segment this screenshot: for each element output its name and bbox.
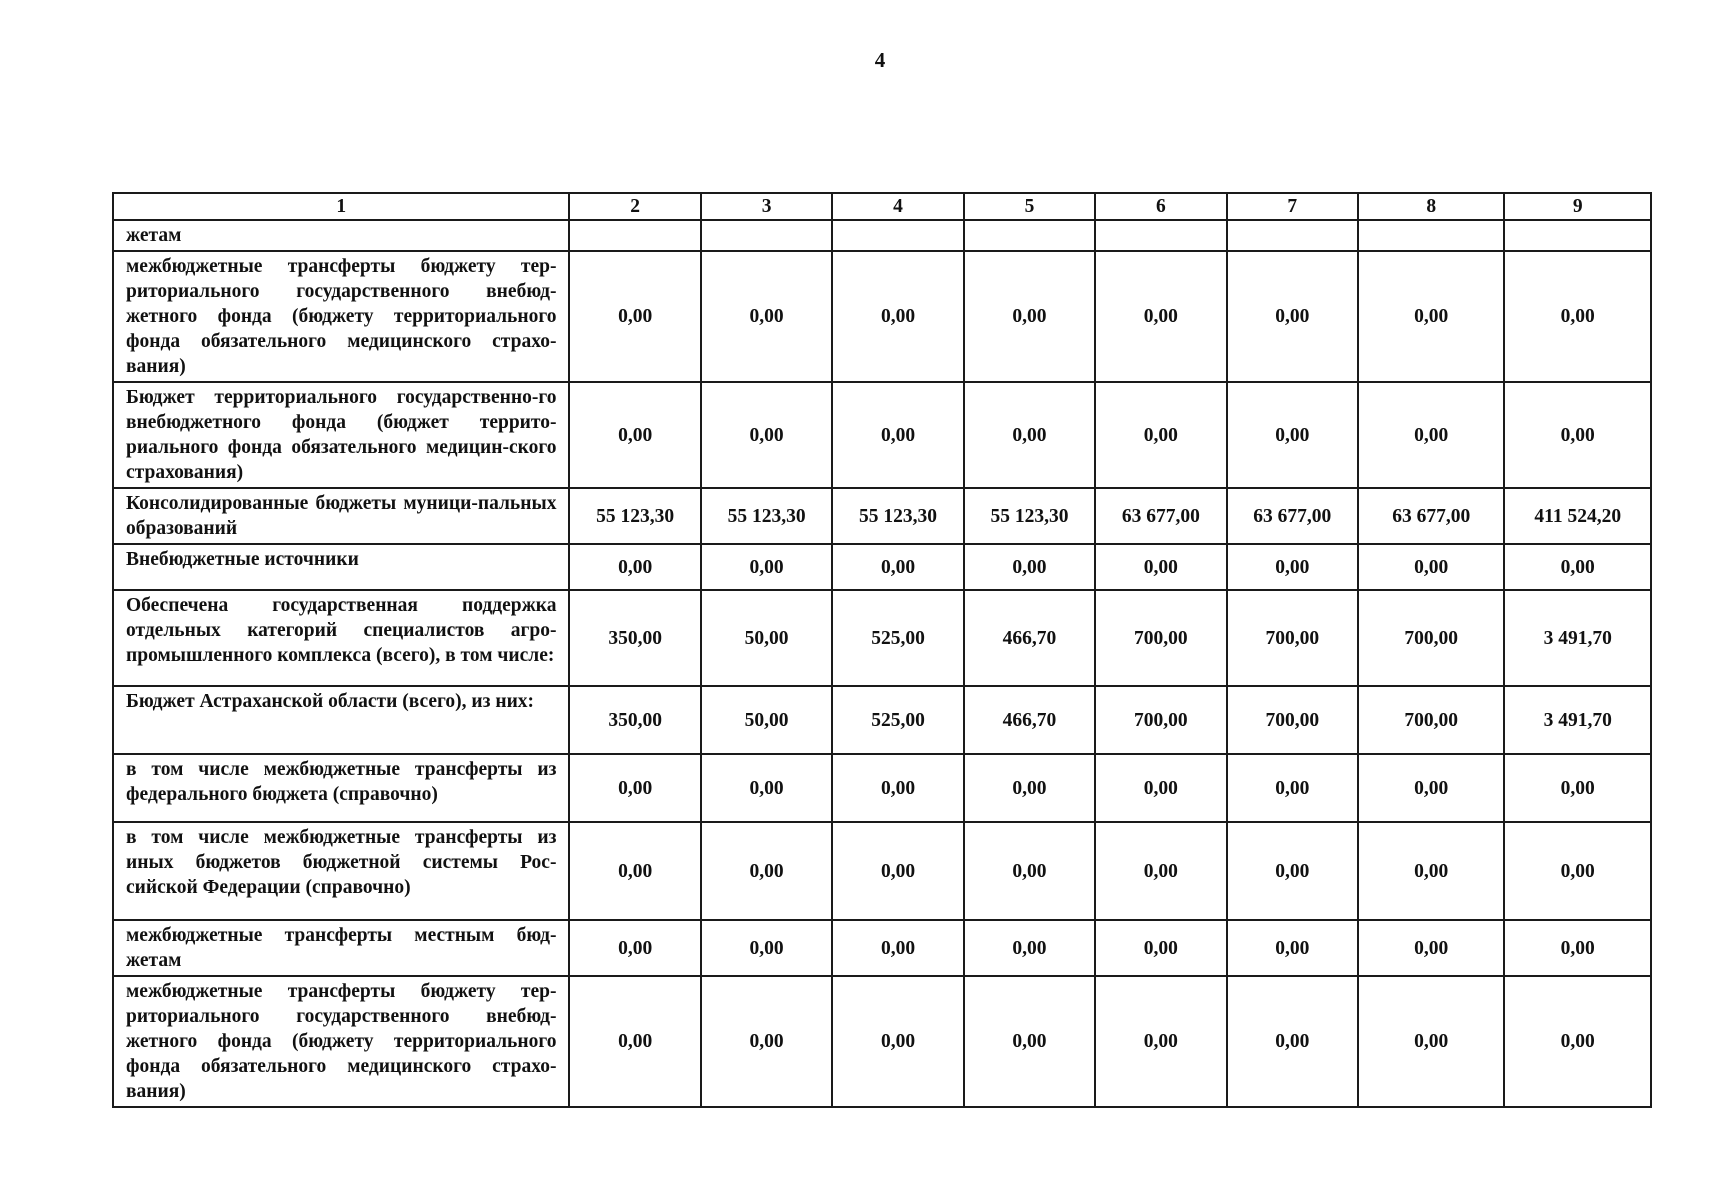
value-cell: 0,00 [701, 382, 832, 488]
value-cell: 63 677,00 [1358, 488, 1504, 544]
value-cell: 0,00 [832, 822, 963, 920]
value-cell: 0,00 [569, 754, 700, 822]
value-cell: 0,00 [1227, 822, 1358, 920]
value-cell: 0,00 [701, 822, 832, 920]
value-cell: 0,00 [701, 544, 832, 590]
value-cell: 466,70 [964, 590, 1095, 686]
budget-table-container [112, 192, 1652, 1108]
value-cell [1504, 220, 1651, 251]
value-cell: 0,00 [832, 544, 963, 590]
page-number: 4 [874, 48, 886, 72]
value-cell: 3 491,70 [1504, 686, 1651, 754]
column-header: 6 [1095, 193, 1226, 220]
value-cell: 0,00 [1358, 382, 1504, 488]
table-row [113, 544, 1651, 590]
value-cell: 50,00 [701, 590, 832, 686]
value-cell: 700,00 [1095, 686, 1226, 754]
value-cell: 0,00 [832, 754, 963, 822]
value-cell: 0,00 [832, 251, 963, 382]
value-cell: 411 524,20 [1504, 488, 1651, 544]
value-cell: 0,00 [1227, 544, 1358, 590]
value-cell: 0,00 [569, 976, 700, 1107]
value-cell: 466,70 [964, 686, 1095, 754]
value-cell [1358, 220, 1504, 251]
value-cell: 0,00 [1227, 754, 1358, 822]
value-cell: 0,00 [964, 544, 1095, 590]
value-cell: 0,00 [1358, 822, 1504, 920]
value-cell: 55 123,30 [569, 488, 700, 544]
value-cell: 700,00 [1095, 590, 1226, 686]
value-cell: 0,00 [1504, 382, 1651, 488]
table-body [113, 220, 1651, 1107]
value-cell: 0,00 [1095, 822, 1226, 920]
value-cell: 50,00 [701, 686, 832, 754]
value-cell: 0,00 [1358, 754, 1504, 822]
column-header: 4 [832, 193, 963, 220]
value-cell: 0,00 [1358, 251, 1504, 382]
value-cell [1227, 220, 1358, 251]
value-cell [569, 220, 700, 251]
value-cell: 0,00 [1504, 754, 1651, 822]
value-cell: 0,00 [1358, 976, 1504, 1107]
value-cell: 0,00 [569, 251, 700, 382]
row-label: в том числе межбюджетные трансферты из иных бюджетов бюджетной системы Рос-сийской Федерации (справочно) [113, 822, 569, 920]
value-cell: 0,00 [964, 976, 1095, 1107]
row-label: межбюджетные трансферты бюджету тер-риториального государственного внебюд-жетного фонда (бюджету территориального фонда обязательного медицинского страхо-вания) [113, 976, 569, 1107]
column-header: 3 [701, 193, 832, 220]
column-header: 9 [1504, 193, 1651, 220]
value-cell: 0,00 [701, 251, 832, 382]
value-cell: 0,00 [1095, 976, 1226, 1107]
column-header: 5 [964, 193, 1095, 220]
value-cell: 0,00 [1504, 920, 1651, 976]
value-cell: 0,00 [832, 920, 963, 976]
value-cell: 0,00 [964, 920, 1095, 976]
row-label: жетам [113, 220, 569, 251]
table-row [113, 382, 1651, 488]
value-cell: 0,00 [701, 754, 832, 822]
value-cell: 0,00 [1095, 382, 1226, 488]
value-cell [832, 220, 963, 251]
value-cell: 700,00 [1227, 590, 1358, 686]
row-label: Бюджет Астраханской области (всего), из них: [113, 686, 569, 754]
column-number-header-row [113, 193, 1651, 220]
value-cell: 0,00 [569, 544, 700, 590]
table-row [113, 920, 1651, 976]
table-row [113, 488, 1651, 544]
row-label: Консолидированные бюджеты муници-пальных образований [113, 488, 569, 544]
value-cell: 350,00 [569, 590, 700, 686]
budget-table [112, 192, 1652, 1108]
value-cell: 525,00 [832, 686, 963, 754]
value-cell: 0,00 [1227, 976, 1358, 1107]
value-cell: 0,00 [1227, 382, 1358, 488]
value-cell: 0,00 [701, 920, 832, 976]
value-cell [964, 220, 1095, 251]
row-label: межбюджетные трансферты бюджету тер-риториального государственного внебюд-жетного фонда (бюджету территориального фонда обязательного медицинского страхо-вания) [113, 251, 569, 382]
value-cell: 0,00 [1358, 544, 1504, 590]
table-row [113, 754, 1651, 822]
table-row [113, 686, 1651, 754]
value-cell: 525,00 [832, 590, 963, 686]
row-label: межбюджетные трансферты местным бюд-жетам [113, 920, 569, 976]
row-label: Обеспечена государственная поддержка отдельных категорий специалистов агро-промышленного комплекса (всего), в том числе: [113, 590, 569, 686]
value-cell: 0,00 [1504, 976, 1651, 1107]
value-cell: 63 677,00 [1227, 488, 1358, 544]
value-cell: 0,00 [569, 920, 700, 976]
value-cell: 0,00 [1095, 251, 1226, 382]
value-cell: 0,00 [1227, 920, 1358, 976]
value-cell: 0,00 [701, 976, 832, 1107]
value-cell [701, 220, 832, 251]
value-cell: 700,00 [1358, 686, 1504, 754]
value-cell: 0,00 [569, 822, 700, 920]
value-cell: 0,00 [1095, 920, 1226, 976]
table-row [113, 822, 1651, 920]
value-cell [1095, 220, 1226, 251]
value-cell: 55 123,30 [701, 488, 832, 544]
column-header: 1 [113, 193, 569, 220]
value-cell: 0,00 [1504, 251, 1651, 382]
value-cell: 0,00 [964, 822, 1095, 920]
value-cell: 0,00 [964, 754, 1095, 822]
value-cell: 55 123,30 [832, 488, 963, 544]
value-cell: 0,00 [1095, 754, 1226, 822]
value-cell: 0,00 [1095, 544, 1226, 590]
table-row [113, 220, 1651, 251]
row-label: Внебюджетные источники [113, 544, 569, 590]
value-cell: 55 123,30 [964, 488, 1095, 544]
value-cell: 0,00 [832, 382, 963, 488]
column-header: 2 [569, 193, 700, 220]
column-header: 8 [1358, 193, 1504, 220]
row-label: Бюджет территориального государственно-го внебюджетного фонда (бюджет террито-риального фонда обязательного медицин-ского страхования) [113, 382, 569, 488]
value-cell: 350,00 [569, 686, 700, 754]
value-cell: 700,00 [1358, 590, 1504, 686]
value-cell: 0,00 [964, 251, 1095, 382]
value-cell: 0,00 [1504, 822, 1651, 920]
column-header: 7 [1227, 193, 1358, 220]
row-label: в том числе межбюджетные трансферты из федерального бюджета (справочно) [113, 754, 569, 822]
table-row [113, 590, 1651, 686]
table-row [113, 251, 1651, 382]
value-cell: 700,00 [1227, 686, 1358, 754]
value-cell: 63 677,00 [1095, 488, 1226, 544]
value-cell: 3 491,70 [1504, 590, 1651, 686]
value-cell: 0,00 [964, 382, 1095, 488]
table-row [113, 976, 1651, 1107]
value-cell: 0,00 [1227, 251, 1358, 382]
value-cell: 0,00 [832, 976, 963, 1107]
value-cell: 0,00 [1358, 920, 1504, 976]
value-cell: 0,00 [569, 382, 700, 488]
value-cell: 0,00 [1504, 544, 1651, 590]
